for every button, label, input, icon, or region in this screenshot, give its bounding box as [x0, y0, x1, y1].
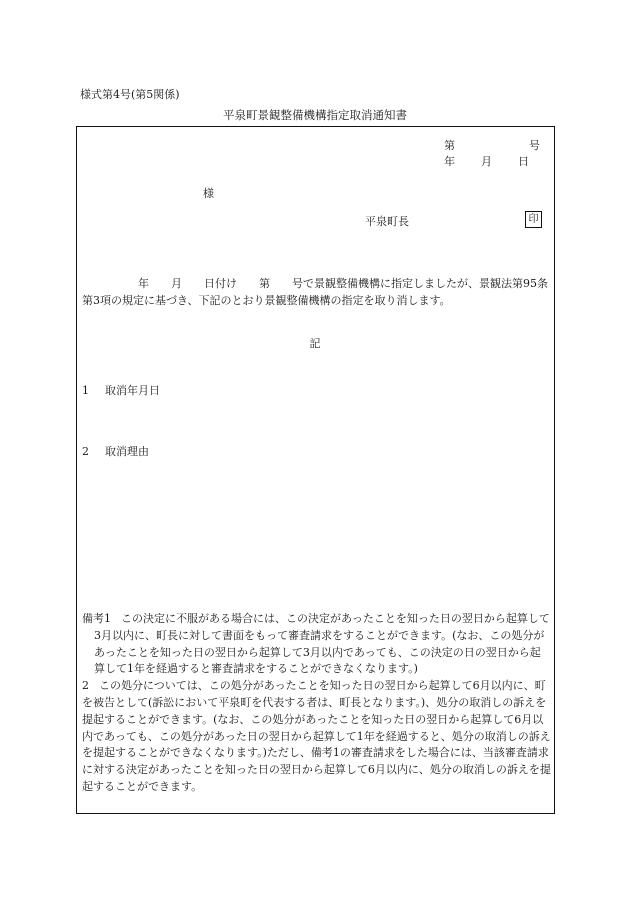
document-number	[444, 137, 540, 153]
body-text: 年 月 日付け 第 号で景観整備機構に指定しましたが、景観法第95条第3項の規定に基づき、下記のとおり景観整備機構の指定を取り消します。	[82, 277, 548, 307]
form-label: 様式第4号(第5関係)	[80, 88, 180, 101]
number-prefix: 第	[444, 139, 455, 152]
notes-heading: 備考	[82, 612, 104, 625]
number-suffix: 号	[529, 139, 540, 152]
note-2: 2 この処分については、この処分があったことを知った日の翌日から起算して6月以内に、町を被告として(訴訟において平泉町を代表する者は、町長となります。)、処分の取消しの訴えを提起することができます。(なお、この処分があったことを知った日の翌日から起算して6月以内であっても、この処分があった日の翌日から起算して1年を経過すると、処分の取消しの訴えを提起することができなくなります。)ただし、備考1の審査請求をした場合には、当該審査請求に対する決定があったことを知った日の翌日から起算して6月以内に、処分の取消しの訴えを提起することができます。	[82, 679, 551, 793]
document-frame	[76, 126, 555, 814]
date-day: 日	[518, 155, 529, 168]
date-month: 月	[481, 155, 492, 168]
document-title: 平泉町景観整備機構指定取消通知書	[223, 108, 407, 122]
issuer-title: 平泉町長	[365, 215, 409, 228]
notes-section	[82, 611, 551, 796]
seal-mark: 印	[525, 211, 542, 228]
note-1: 備考1 この決定に不服がある場合には、この決定があったことを知った日の翌日から起算して3月以内に、町長に対して書面をもって審査請求をすることができます。(なお、この処分があったことを知った日の翌日から起算して3月以内であっても、この決定の日の翌日から起算して1年を経過すると審査請求をすることができなくなります。)	[82, 612, 550, 676]
date-year: 年	[444, 155, 455, 168]
item-revocation-date: 1 取消年月日	[82, 384, 160, 397]
item-revocation-reason: 2 取消理由	[82, 445, 149, 458]
addressee-honorific: 様	[203, 187, 214, 200]
ki-heading: 記	[309, 337, 321, 350]
document-date	[444, 153, 529, 169]
